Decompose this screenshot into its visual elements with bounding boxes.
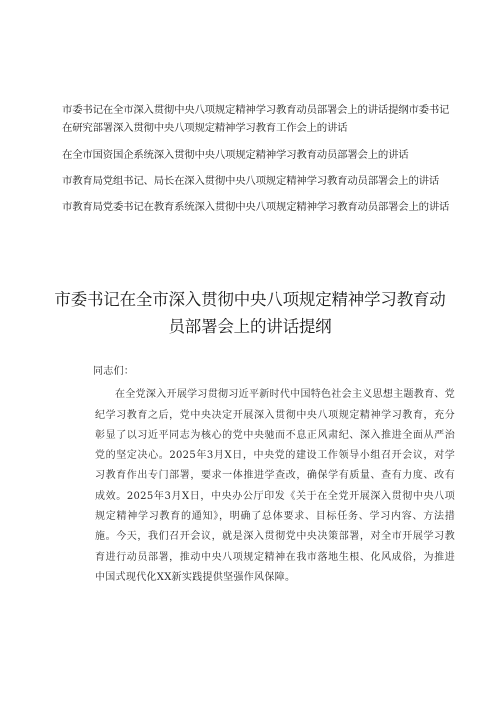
document-title-line2: 员部署会上的讲话提纲 bbox=[168, 317, 332, 336]
body-paragraph: 在全党深入开展学习贯彻习近平新时代中国特色社会主义思想主题教育、党纪学习教育之后，党中央决定开展深入贯彻中央八项规定精神学习教育，充分彰显了以习近平同志为核心的党中央驰而不息正风肃纪、深入推进全面从严治党的坚定决心。2025年3月X日，中央党的建设工作领导小组召开会议，对学习教育作出专门部署，要求一体推进学查改，确保学有质量、查有力度、改有成效。2025年3月X日，中央办公厅印发《关于在全党开展深入贯彻中央八项规定精神学习教育的通知》，明确了总体要求、目标任务、学习内容、方法措施。今天，我们召开会议，就是深入贯彻党中央决策部署，对全市开展学习教育进行动员部署，推动中央八项规定精神在我市落地生根、化风成俗，为推进中国式现代化XX新实践提供坚强作风保障。 bbox=[95, 389, 455, 583]
document-title-line1: 市委书记在全市深入贯彻中央八项规定精神学习教育动 bbox=[54, 290, 446, 309]
greeting: 同志们： bbox=[93, 366, 135, 377]
toc-item: 市委书记在全市深入贯彻中央八项规定精神学习教育动员部署会上的讲话提纲市委书记在研究部署深入贯彻中央八项规定精神学习教育工作会上的讲话 bbox=[62, 104, 450, 134]
toc-item: 在全市国资国企系统深入贯彻中央八项规定精神学习教育动员部署会上的讲话 bbox=[62, 149, 409, 161]
table-of-contents bbox=[62, 101, 454, 224]
toc-item: 市教育局党委书记在教育系统深入贯彻中央八项规定精神学习教育动员部署会上的讲话 bbox=[62, 201, 450, 213]
toc-item: 市教育局党组书记、局长在深入贯彻中央八项规定精神学习教育动员部署会上的讲话 bbox=[62, 175, 440, 187]
document-title bbox=[40, 286, 460, 340]
document-body bbox=[95, 362, 455, 588]
